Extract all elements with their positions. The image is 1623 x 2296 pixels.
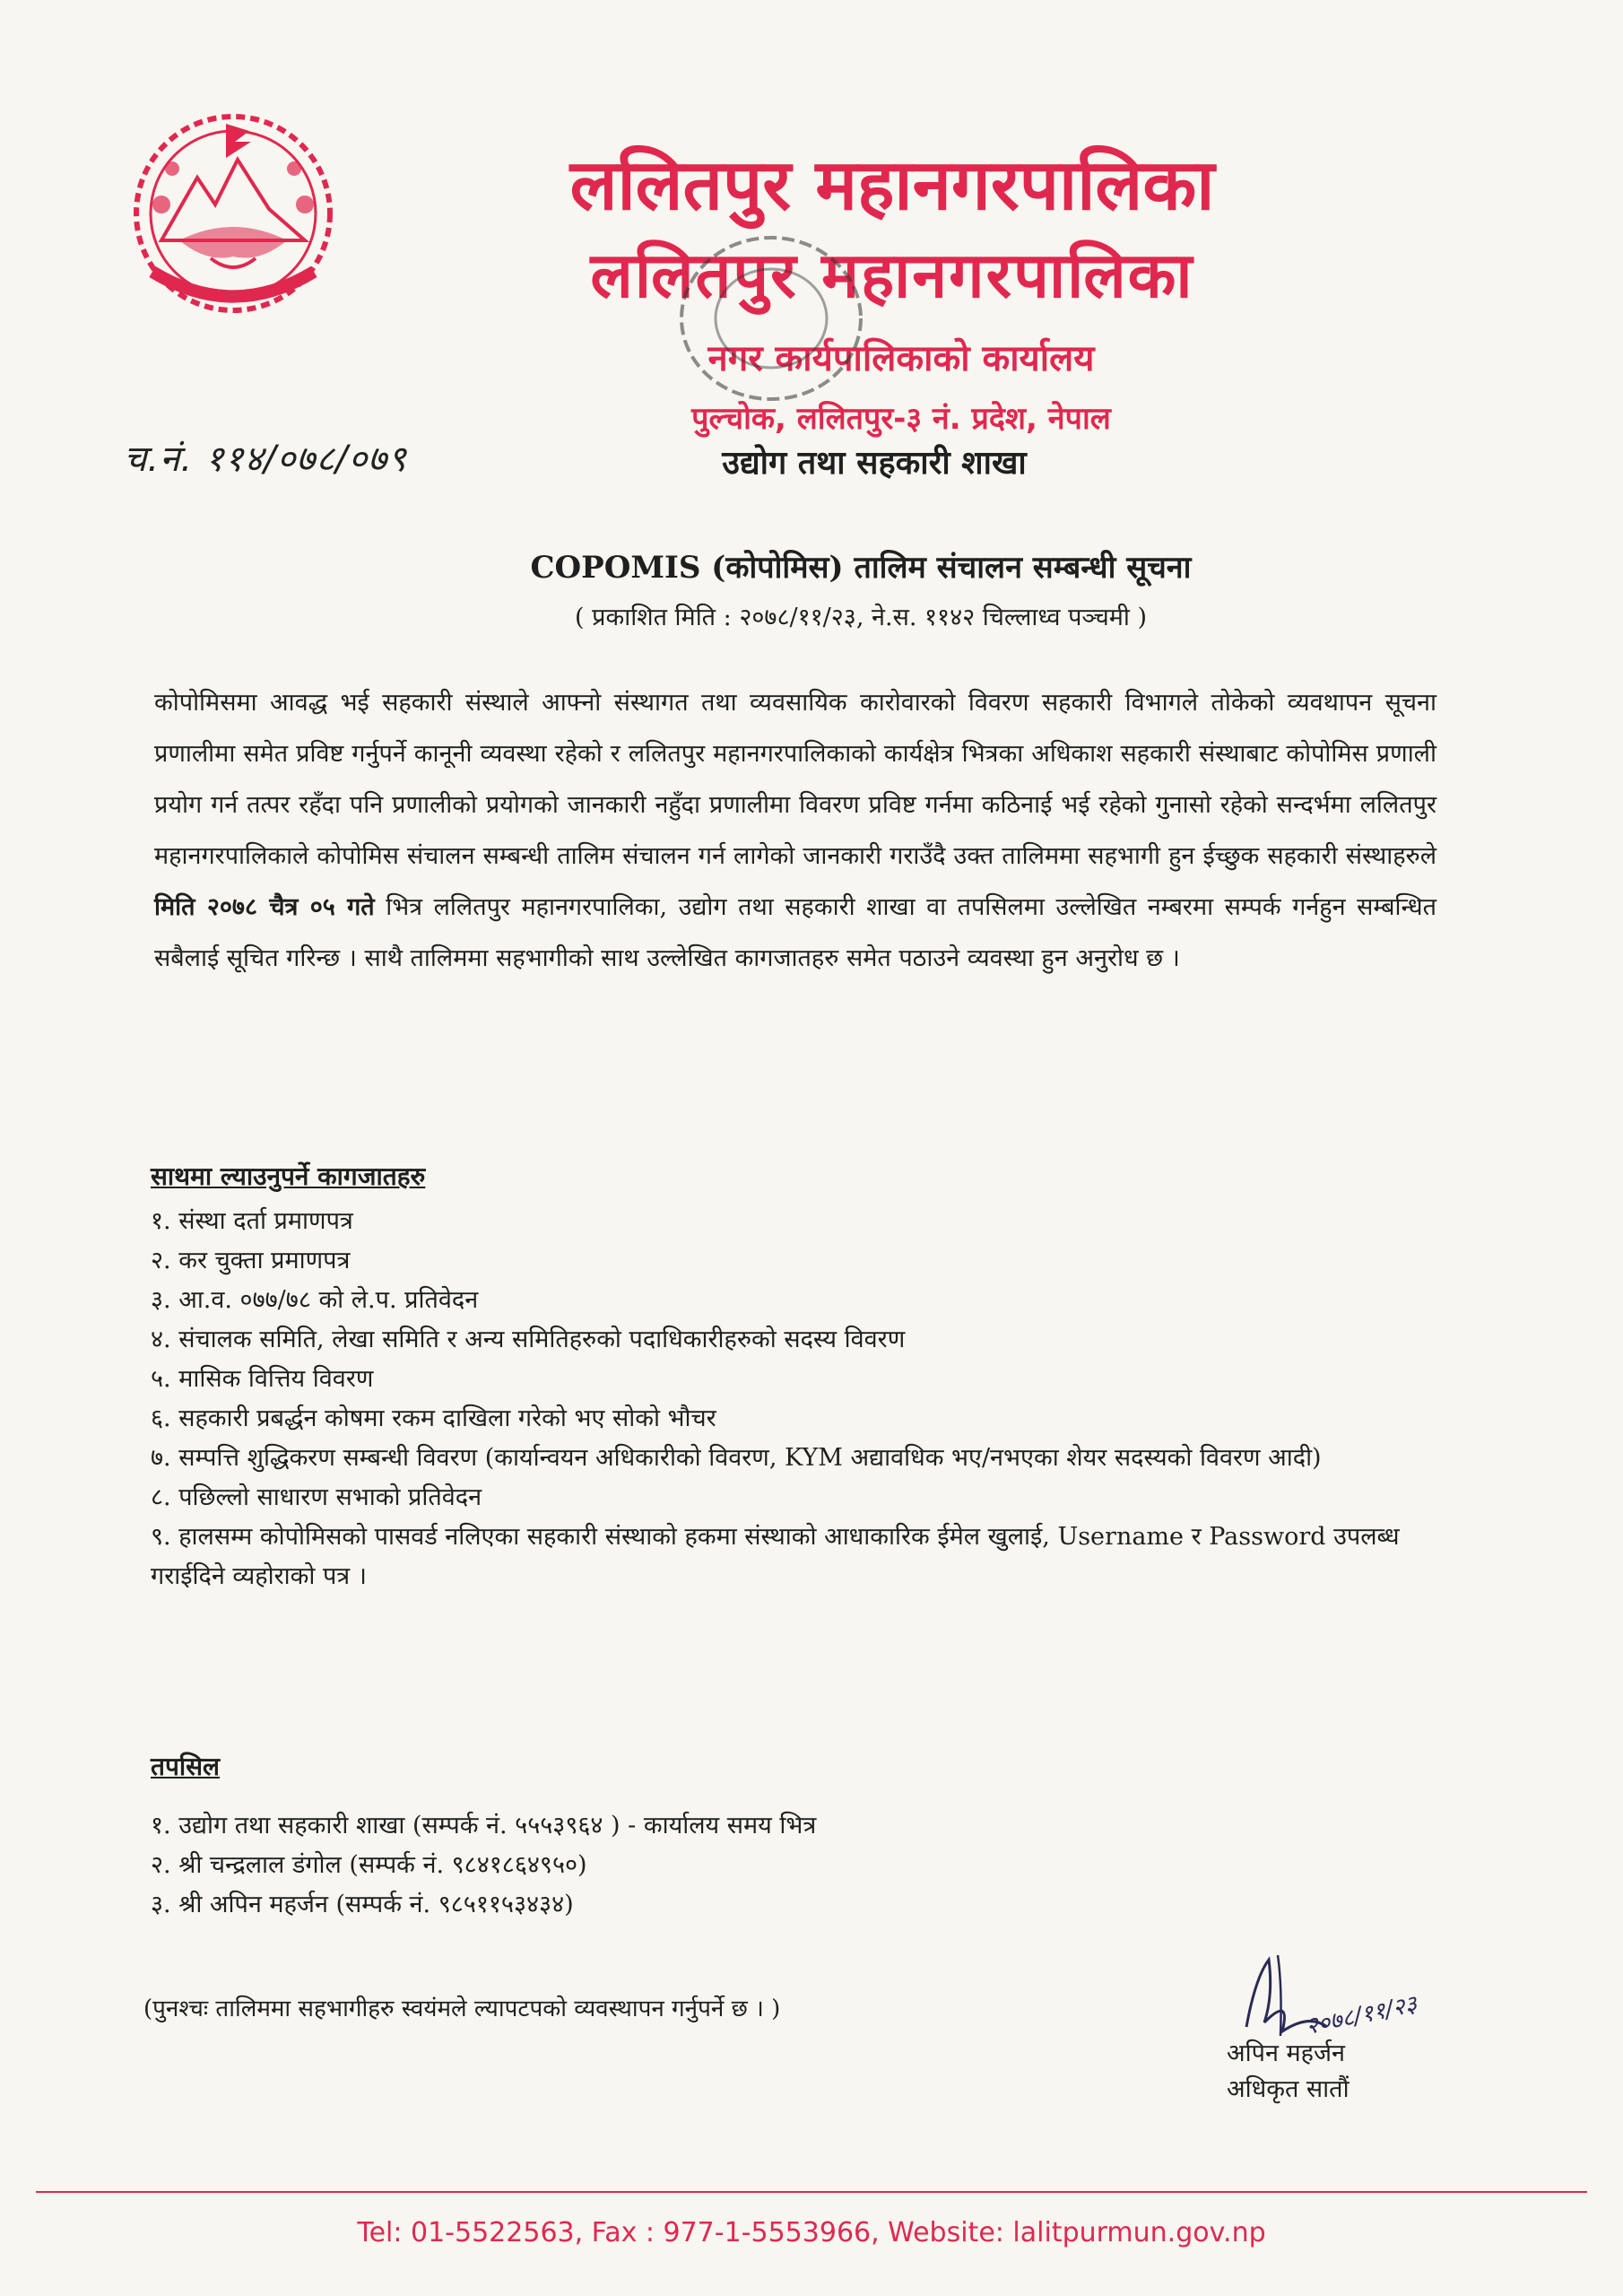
notice-deadline: मिति २०७८ चैत्र ०५ गते — [154, 893, 375, 921]
office-name: नगर कार्यपालिकाको कार्यालय — [707, 338, 1095, 379]
handwritten-signature-icon — [1228, 1942, 1462, 2045]
branch-name: उद्योग तथा सहकारी शाखा — [722, 445, 1027, 482]
list-item: २. श्री चन्द्रलाल डंगोल (सम्पर्क नं. ९८४१८६४९५०) — [151, 1851, 587, 1879]
list-item: ३. श्री अपिन महर्जन (सम्पर्क नं. ९८५११५३४३४) — [151, 1891, 574, 1918]
list-item: ३. आ.व. ०७७/७८ को ले.प. प्रतिवेदन — [151, 1286, 479, 1314]
footnote: (पुनश्चः तालिममा सहभागीहरु स्वयंमले ल्यापटपको व्यवस्थापन गर्नुपर्ने छ । ) — [143, 1996, 781, 2022]
list-item: ५. मासिक वित्तिय विवरण — [151, 1365, 374, 1393]
org-name-newari: ललितपुर महानगरपालिका — [590, 239, 1194, 312]
notice-body-part2: भित्र ललितपुर महानगरपालिका, उद्योग तथा सहकारी शाखा वा तपसिलमा उल्लेखित नम्बरमा सम्पर्क गर्नहुन सम्बन्धित सबैलाई सूचित गरिन्छ । साथै तालिममा सहभागीको साथ उल्लेखित कागजातहरु समेत पठाउने व्यवस्था हुन अनुरोध छ । — [154, 893, 1436, 972]
office-stamp-icon — [668, 224, 874, 413]
contacts-heading: तपसिल — [151, 1752, 221, 1781]
list-item: ६. सहकारी प्रबर्द्धन कोषमा रकम दाखिला गरेको भए सोको भौचर — [151, 1405, 716, 1432]
list-item: ९. हालसम्म कोपोमिसको पासवर्ड नलिएका सहकारी संस्थाको हकमा संस्थाको आधाकारिक ईमेल खुलाई, Username र Password उपलब्ध गराईदिने व्यहोराको पत्र । — [151, 1523, 1400, 1590]
list-item: ७. सम्पत्ति शुद्धिकरण सम्बन्धी विवरण (कार्यान्वयन अधिकारीको विवरण, KYM अद्यावधिक भए/नभएका शेयर सदस्यको विवरण आदी) — [151, 1444, 1322, 1472]
contacts-list — [151, 1806, 1442, 1925]
list-item: २. कर चुक्ता प्रमाणपत्र — [151, 1247, 351, 1274]
publication-date: ( प्रकाशित मिति : २०७८/११/२३, ने.स. ११४२ चिल्लाध्व पञ्चमी ) — [575, 604, 1147, 631]
office-address: पुल्चोक, ललितपुर-३ नं. प्रदेश, नेपाल — [691, 401, 1111, 437]
documents-heading: साथमा ल्याउनुपर्ने कागजातहरु — [151, 1161, 426, 1191]
notice-title: COPOMIS (कोपोमिस) तालिम संचालन सम्बन्धी सूचना — [530, 550, 1192, 586]
notice-body-part1: कोपोमिसमा आवद्ध भई सहकारी संस्थाले आफ्नो संस्थागत तथा व्यवसायिक कारोवारको विवरण सहकारी विभागले तोकेको व्यवथापन सूचना प्रणालीमा समेत प्रविष्ट गर्नुपर्ने कानूनी व्यवस्था रहेको र ललितपुर महानगरपालिकाको कार्यक्षेत्र भित्रका अधिकाश सहकारी संस्थाबाट कोपोमिस प्रणाली प्रयोग गर्न तत्पर रहँदा पनि प्रणालीको प्रयोगको जानकारी नहुँदा प्रणालीमा विवरण प्रविष्ट गर्नमा कठिनाई भई रहेको गुनासो रहेको सन्दर्भमा ललितपुर महानगरपालिकाले कोपोमिस संचालन सम्बन्धी तालिम संचालन गर्न लागेको जानकारी गराउँदै उक्त तालिममा सहभागी हुन ईच्छुक सहकारी संस्थाहरुले — [154, 689, 1436, 870]
reference-number: च.नं. ११४/०७८/०७९ — [124, 439, 407, 480]
signatory-block — [1227, 2036, 1350, 2108]
org-name-devanagari: ललितपुर महानगरपालिका — [569, 145, 1215, 226]
list-item: ४. संचालक समिति, लेखा समिति र अन्य समितिहरुको पदाधिकारीहरुको सदस्य विवरण — [151, 1326, 906, 1353]
documents-list — [151, 1202, 1442, 1596]
signature-date: २०७८/११/२३ — [1303, 1990, 1419, 2041]
list-item: १. उद्योग तथा सहकारी शाखा (सम्पर्क नं. ५५५३९६४ ) - कार्यालय समय भित्र — [151, 1812, 817, 1839]
list-item: १. संस्था दर्ता प्रमाणपत्र — [151, 1207, 353, 1235]
footer-contact: Tel: 01-5522563, Fax : 977-1-5553966, Website: lalitpurmun.gov.np — [357, 2217, 1266, 2248]
signatory-name: अपिन महर्जन — [1227, 2039, 1346, 2067]
list-item: ८. पछिल्लो साधारण सभाको प्रतिवेदन — [151, 1483, 482, 1511]
notice-body — [154, 677, 1436, 984]
footer-divider — [36, 2191, 1587, 2193]
signatory-designation: अधिकृत सातौं — [1227, 2075, 1350, 2103]
